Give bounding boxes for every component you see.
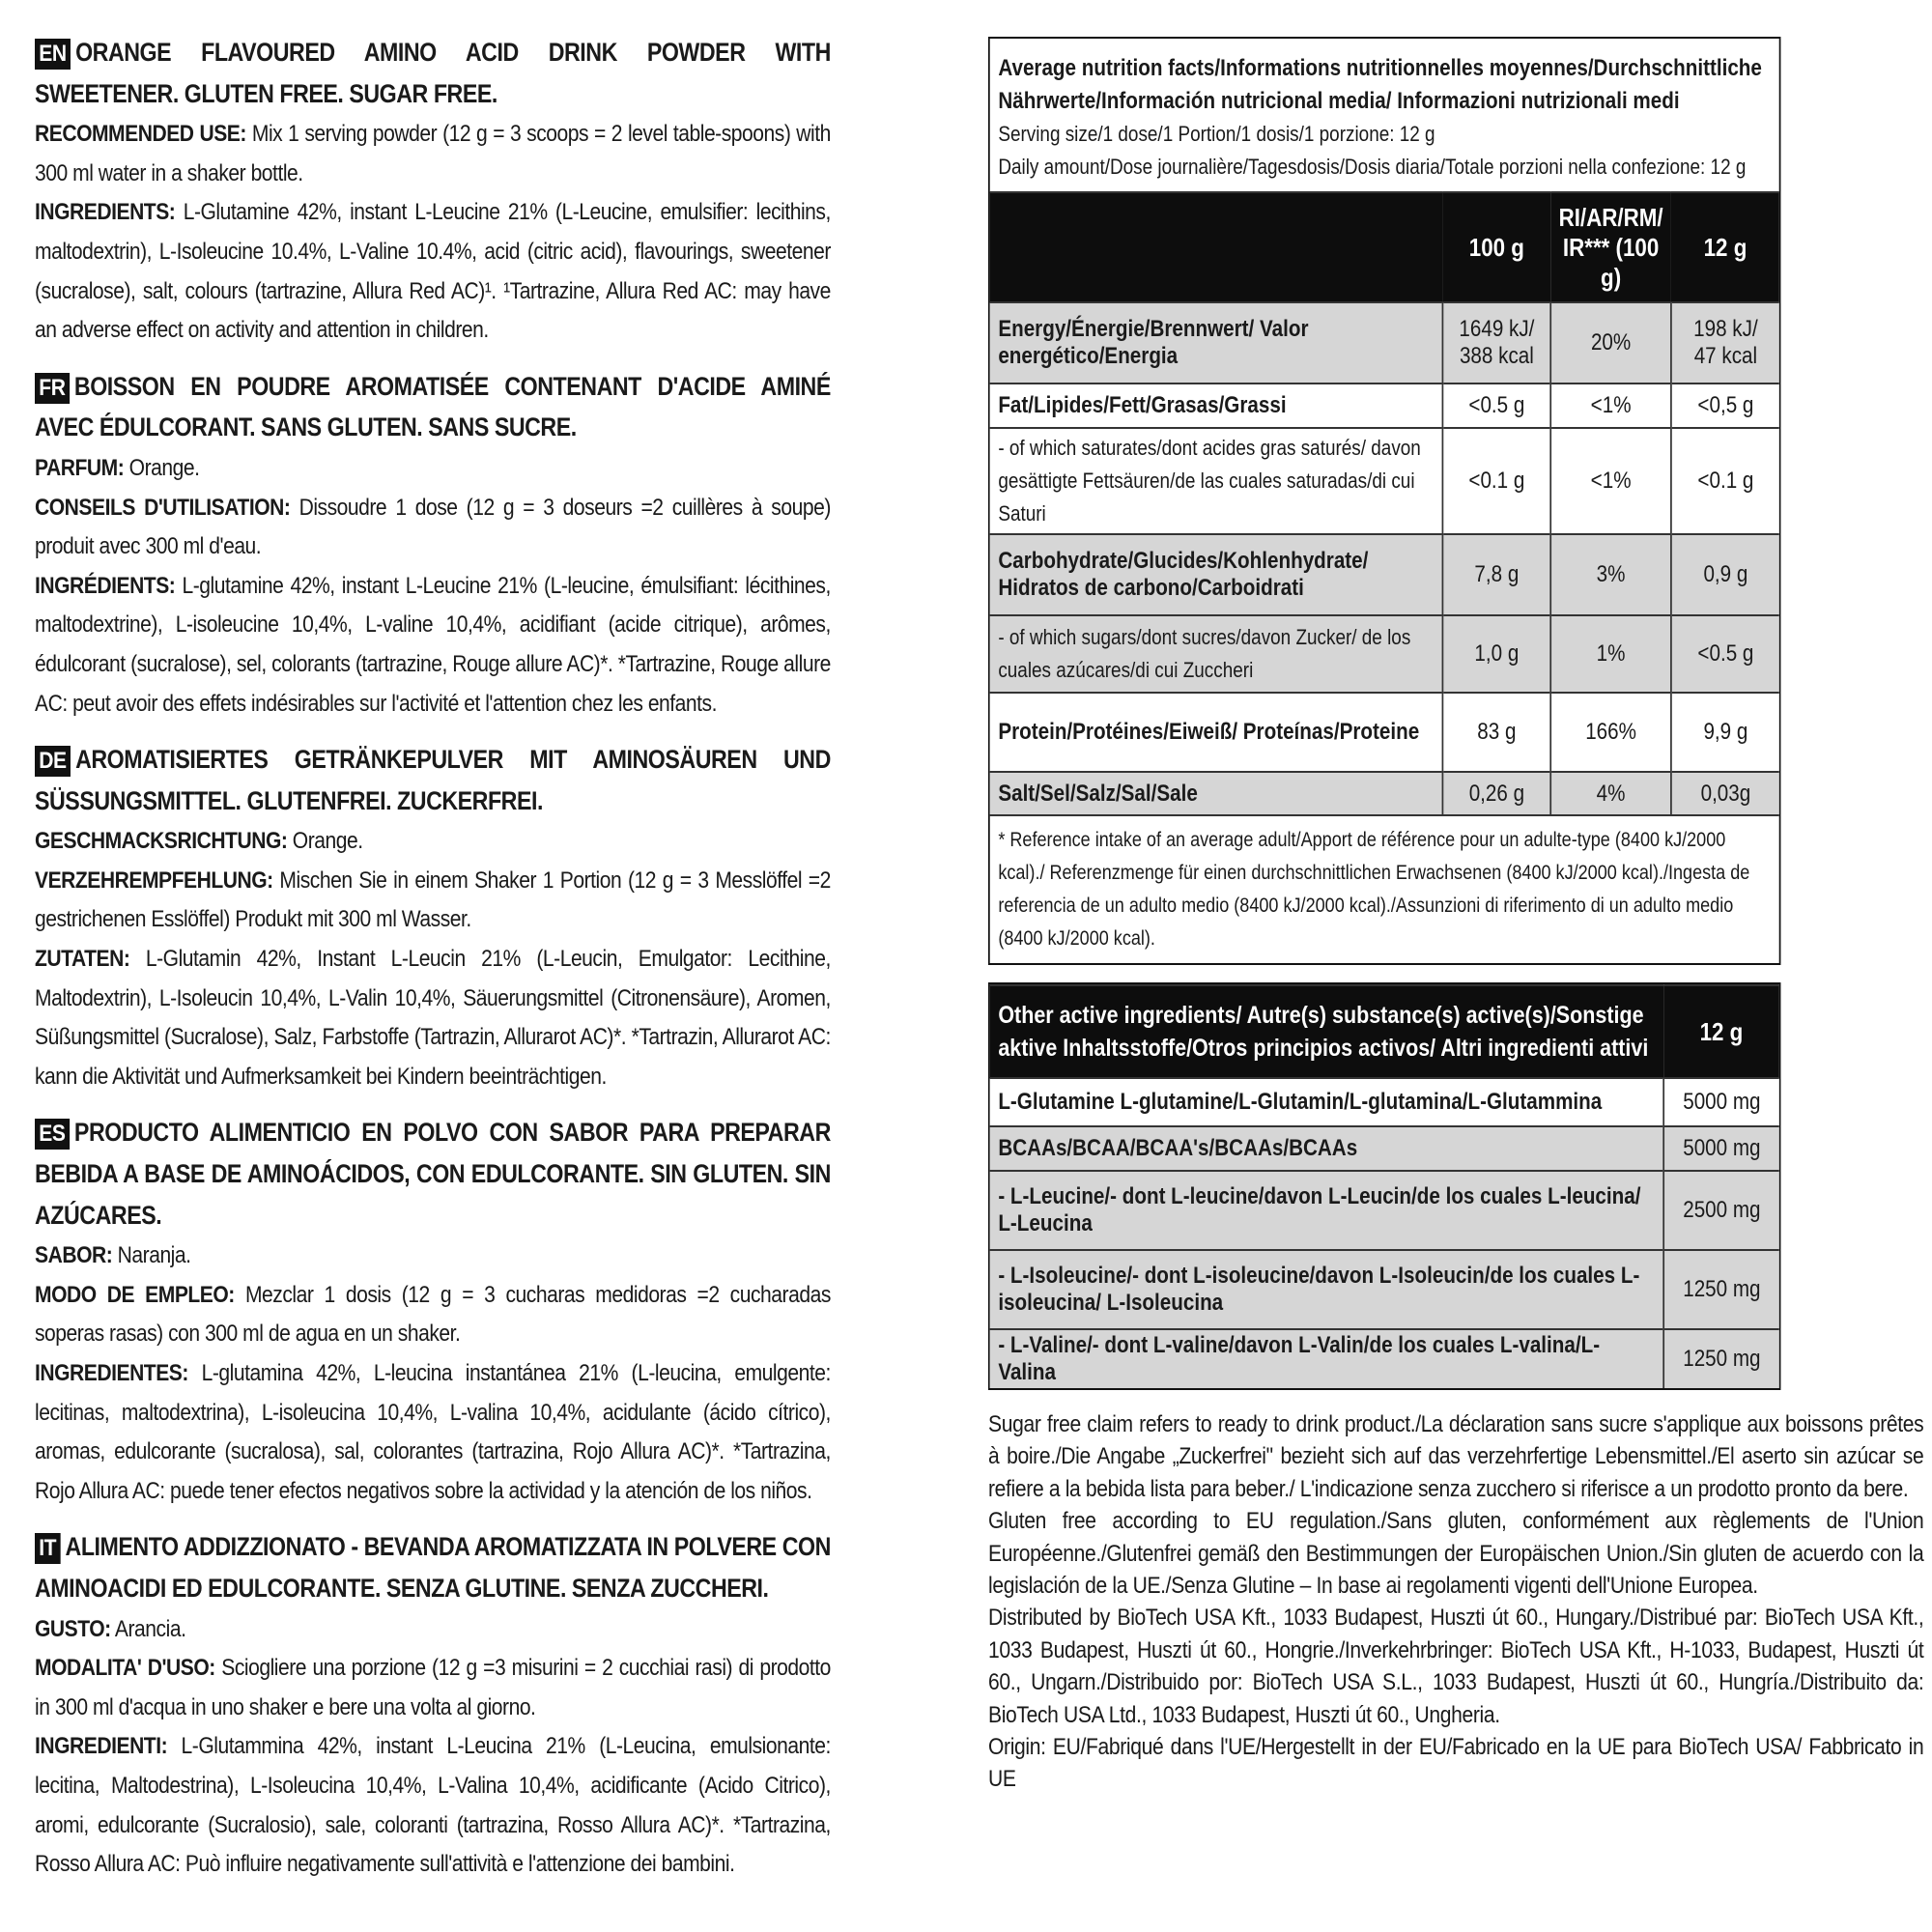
section-it (35, 1527, 831, 1884)
origin-note: Origin: EU/Fabriqué dans l'UE/Hergestellt in der EU/Fabricado en la UE para BioTech USA/ Fabbricato in UE (988, 1734, 1924, 1793)
lang-badge-it: IT (35, 1533, 60, 1564)
ing-label-en: INGREDIENTS: (35, 199, 176, 226)
flavour-text-fr: Orange. (128, 454, 200, 481)
use-text-es: Mezclar 1 dosis (12 g = 3 cucharas medidoras =2 cucharadas soperas rasas) con 300 ml de agua en un shaker. (35, 1281, 831, 1348)
use-label-es: MODO DE EMPLEO: (35, 1281, 235, 1308)
flavour-text-de: Orange. (292, 828, 363, 855)
ing-text-fr: L-glutamine 42%, instant L-Leucine 21% (L-leucine, émulsifiant: lécithines, maltodextrine), L-isoleucine 10,4%, L-valine 10,4%, acidifiant (acide citrique), arômes, édulcorant (sucralose), sel, colorants (tartrazine, Rouge allure AC)*. *Tartrazine, Rouge allure AC: peut avoir des effets indésirables sur l'activité et l'attention chez les enfants. (35, 572, 831, 717)
flavour-label-it: GUSTO: (35, 1615, 111, 1642)
row-value-12g: 0,03g (1671, 772, 1778, 814)
row-value-100g: <0.1 g (1443, 428, 1550, 534)
nutrition-table (990, 191, 1779, 814)
row-value-100g: 7,8 g (1443, 534, 1550, 615)
title-de: AROMATISIERTES GETRÄNKEPULVER MIT AMINOSÄUREN UND SÜSSUNGSMITTEL. GLUTENFREI. ZUCKERFREI. (35, 745, 831, 815)
row-label: - L-Leucine/- dont L-leucine/davon L-Leucin/de los cuales L-leucina/ L-Leucina (998, 1183, 1641, 1236)
row-value-ri: 4% (1550, 772, 1671, 814)
ing-text-it: L-Glutammina 42%, instant L-Leucina 21% (L-Leucina, emulsionante: lecitina, Maltodestrina), L-Isoleucina 10,4%, L-Valina 10,4%, acidificante (Acido Citrico), aromi, edulcorante (Sucralosio), sale, coloranti (tartrazina, Rosso Allura AC)*. *Tartrazina, Rosso Allura AC: Può influire negativamente sull'attività e l'attenzione dei bambini. (35, 1733, 831, 1878)
ing-label-fr: INGRÉDIENTS: (35, 572, 176, 599)
row-value-ri: 1% (1550, 615, 1671, 693)
table-row (990, 1171, 1779, 1250)
nutrition-column (988, 37, 1780, 1390)
row-value: 2500 mg (1663, 1171, 1779, 1250)
section-de (35, 740, 831, 1096)
table-row (990, 1250, 1779, 1329)
row-label: Carbohydrate/Glucides/Kohlenhydrate/ Hidratos de carbono/Carboidrati (998, 548, 1369, 601)
ingredients-text-column (35, 33, 831, 1901)
row-value-12g: <0.5 g (1671, 615, 1778, 693)
lang-badge-de: DE (35, 746, 71, 777)
flavour-label-de: GESCHMACKSRICHTUNG: (35, 828, 288, 855)
section-en (35, 33, 831, 351)
table-row (990, 772, 1779, 814)
table-row (990, 384, 1779, 428)
use-text-en: Mix 1 serving powder (12 g = 3 scoops = 2 level table-spoons) with 300 ml water in a shaker bottle. (35, 121, 831, 186)
claims-notes (988, 1408, 1923, 1796)
row-value-100g: 83 g (1443, 693, 1550, 772)
row-value: 1250 mg (1663, 1250, 1779, 1329)
nutrition-title: Average nutrition facts/Informations nutritionnelles moyennes/Durchschnittliche Nährwerte/Información nutricional media/ Informazioni nutrizionali medi (998, 55, 1762, 114)
other-ingredients-title: Other active ingredients/ Autre(s) substance(s) active(s)/Sonstige aktive Inhaltsstoffe/Otros principios activos/ Altri ingredienti attivi (998, 1002, 1649, 1062)
table-row (990, 1329, 1779, 1388)
row-value-12g: <0.1 g (1671, 428, 1778, 534)
nutrition-header (990, 39, 1779, 191)
table-row (990, 693, 1779, 772)
daily-amount: Daily amount/Dose journalière/Tagesdosis/Dosis diaria/Totale porzioni nella confezione: 12 g (998, 155, 1747, 179)
row-label: Energy/Énergie/Brennwert/ Valor energético/Energia (998, 316, 1309, 369)
header-100g: 100 g (1468, 232, 1524, 262)
lang-badge-es: ES (35, 1119, 70, 1150)
row-value-ri: 20% (1550, 302, 1671, 384)
row-label: L-Glutamine L-glutamine/L-Glutamin/L-glutamina/L-Glutammina (998, 1089, 1603, 1115)
row-value-12g: <0,5 g (1671, 384, 1778, 428)
row-value-12g: 0,9 g (1671, 534, 1778, 615)
section-fr (35, 367, 831, 724)
row-value-ri: <1% (1550, 384, 1671, 428)
row-value-ri: <1% (1550, 428, 1671, 534)
use-label-de: VERZEHREMPFEHLUNG: (35, 867, 273, 894)
row-label: Protein/Protéines/Eiweiß/ Proteínas/Proteine (998, 719, 1420, 745)
ing-label-es: INGREDIENTES: (35, 1360, 188, 1386)
other-ingredients-table (990, 984, 1779, 1388)
row-value-ri: 3% (1550, 534, 1671, 615)
use-text-fr: Dissoudre 1 dose (12 g = 3 doseurs =2 cuillères à soupe) produit avec 300 ml d'eau. (35, 494, 831, 560)
use-text-de: Mischen Sie in einem Shaker 1 Portion (12 g = 3 Messlöffel =2 gestrichenen Esslöffel) Produkt mit 300 ml Wasser. (35, 867, 831, 933)
header-empty (990, 192, 1443, 302)
serving-size: Serving size/1 dose/1 Portion/1 dosis/1 porzione: 12 g (998, 122, 1435, 146)
row-value: 5000 mg (1663, 1126, 1779, 1171)
nutrition-table-header (990, 192, 1779, 302)
title-en: ORANGE FLAVOURED AMINO ACID DRINK POWDER WITH SWEETENER. GLUTEN FREE. SUGAR FREE. (35, 38, 831, 108)
table-row (990, 534, 1779, 615)
ing-label-de: ZUTATEN: (35, 946, 130, 973)
row-value: 1250 mg (1663, 1329, 1779, 1388)
lang-badge-fr: FR (35, 373, 70, 404)
row-value-ri: 166% (1550, 693, 1671, 772)
row-label: - L-Isoleucine/- dont L-isoleucine/davon L-Isoleucin/de los cuales L-isoleucina/ L-Isoleucina (998, 1263, 1640, 1316)
row-label: - of which sugars/dont sucres/davon Zucker/ de los cuales azúcares/di cui Zuccheri (998, 625, 1411, 682)
ing-text-es: L-glutamina 42%, L-leucina instantánea 21% (L-leucina, emulgente: lecitinas, maltodextrina), L-isoleucina 10,4%, L-valina 10,4%, acidulante (ácido cítrico), aromas, edulcorante (sucralosa), sal, colorantes (tartrazina, Rojo Allura AC)*. *Tartrazina, Rojo Allura AC: puede tener efectos negativos sobre la actividad y la atención de los niños. (35, 1360, 831, 1504)
row-value-12g: 9,9 g (1671, 693, 1778, 772)
row-value-100g: <0.5 g (1443, 384, 1550, 428)
table-row (990, 428, 1779, 534)
nutrition-facts-box (988, 37, 1780, 965)
flavour-label-es: SABOR: (35, 1242, 113, 1269)
other-ingredients-col: 12 g (1699, 1016, 1744, 1046)
flavour-text-es: Naranja. (117, 1242, 191, 1269)
title-it: ALIMENTO ADDIZZIONATO - BEVANDA AROMATIZZATA IN POLVERE CON AMINOACIDI ED EDULCORANTE. SENZA GLUTINE. SENZA ZUCCHERI. (35, 1532, 831, 1603)
row-value-100g: 0,26 g (1443, 772, 1550, 814)
use-label-it: MODALITA' D'USO: (35, 1655, 215, 1682)
row-label: - L-Valine/- dont L-valine/davon L-Valin/de los cuales L-valina/L-Valina (998, 1332, 1601, 1385)
use-label-fr: CONSEILS D'UTILISATION: (35, 494, 291, 521)
sugar-free-note: Sugar free claim refers to ready to drink product./La déclaration sans sucre s'applique aux boissons prêtes à boire./Die Angabe „Zuckerfrei" bezieht sich auf das verzehrfertige Lebensmittel./El aserto sin azúcar se refiere a la bebida lista para beber./ L'indicazione senza zucchero si riferisce a un prodotto pronto da bere. (988, 1411, 1924, 1502)
row-label: BCAAs/BCAA/BCAA's/BCAAs/BCAAs (998, 1135, 1358, 1161)
reference-intake-footnote: * Reference intake of an average adult/Apport de référence pour un adulte-type (8400 kJ/2000 kcal)./ Referenzmenge für einen durchschnittlichen Erwachsenen (8400 kJ/2000 kcal)./Ingesta de referencia de un adulto medio (8400 kJ/2000 kcal)./Assunzioni di riferimento di un adulto medio (8400 kJ/2000 kcal). (990, 814, 1779, 963)
table-row (990, 1078, 1779, 1126)
other-ingredients-header (990, 985, 1779, 1078)
lang-badge-en: EN (35, 39, 71, 70)
other-ingredients-box (988, 982, 1780, 1390)
ing-text-en: L-Glutamine 42%, instant L-Leucine 21% (L-Leucine, emulsifier: lecithins, maltodextrin), L-Isoleucine 10.4%, L-Valine 10.4%, acid (citric acid), flavourings, sweetener (sucralose), salt, colours (tartrazine, Allura Red AC)¹. ¹Tartrazine, Allura Red AC: may have an adverse effect on activity and attention in children. (35, 199, 831, 344)
row-label: Salt/Sel/Salz/Sal/Sale (998, 780, 1198, 807)
use-text-it: Sciogliere una porzione (12 g =3 misurini = 2 cucchiai rasi) di prodotto in 300 ml d'acqua in uno shaker e bere una volta al giorno. (35, 1655, 831, 1720)
header-12g: 12 g (1703, 232, 1747, 262)
row-label: - of which saturates/dont acides gras saturés/ davon gesättigte Fettsäuren/de las cuales saturadas/di cui Saturi (998, 436, 1421, 526)
table-row (990, 615, 1779, 693)
flavour-label-fr: PARFUM: (35, 454, 125, 481)
title-es: PRODUCTO ALIMENTICIO EN POLVO CON SABOR PARA PREPARAR BEBIDA A BASE DE AMINOÁCIDOS, CON EDULCORANTE. SIN GLUTEN. SIN AZÚCARES. (35, 1118, 831, 1230)
title-fr: BOISSON EN POUDRE AROMATISÉE CONTENANT D'ACIDE AMINÉ AVEC ÉDULCORANT. SANS GLUTEN. SANS SUCRE. (35, 371, 831, 442)
gluten-free-note: Gluten free according to EU regulation./Sans gluten, conformément aux règlements de l'Union Européenne./Glutenfrei gemäß den Bestimmungen der Europäischen Union./Sin gluten de acuerdo con la legislación de la UE./Senza Glutine – In base ai regolamenti vigenti dell'Unione Europea. (988, 1508, 1924, 1600)
row-value-100g: 1649 kJ/ 388 kcal (1443, 302, 1550, 384)
table-row (990, 302, 1779, 384)
row-label: Fat/Lipides/Fett/Grasas/Grassi (998, 392, 1287, 418)
row-value-100g: 1,0 g (1443, 615, 1550, 693)
distributor-note: Distributed by BioTech USA Kft., 1033 Budapest, Huszti út 60., Hungary./Distribué par: BioTech USA Kft., 1033 Budapest, Huszti út 60., Hongrie./Inverkehrbringer: BioTech USA Kft., H-1033, Budapest, Huszti út 60., Ungarn./Distribuido por: BioTech USA S.L., 1033 Budapest, Huszti út 60., Hungría./Distribuito da: BioTech USA Ltd., 1033 Budapest, Huszti út 60., Ungheria. (988, 1605, 1924, 1728)
row-value-12g: 198 kJ/ 47 kcal (1671, 302, 1778, 384)
row-value: 5000 mg (1663, 1078, 1779, 1126)
ing-label-it: INGREDIENTI: (35, 1733, 168, 1760)
section-es (35, 1113, 831, 1511)
use-label-en: RECOMMENDED USE: (35, 121, 246, 148)
flavour-text-it: Arancia. (114, 1615, 186, 1642)
ing-text-de: L-Glutamin 42%, Instant L-Leucin 21% (L-Leucin, Emulgator: Lecithine, Maltodextrin), L-Isoleucin 10,4%, L-Valin 10,4%, Säuerungsmittel (Citronensäure), Aromen, Süßungsmittel (Sucralose), Salz, Farbstoffe (Tartrazin, Allurarot AC)*. *Tartrazin, Allurarot AC: kann die Aktivität und Aufmerksamkeit bei Kindern beeinträchtigen. (35, 946, 831, 1090)
header-ri: RI/AR/RM/ IR*** (100 g) (1558, 202, 1663, 292)
table-row (990, 1126, 1779, 1171)
